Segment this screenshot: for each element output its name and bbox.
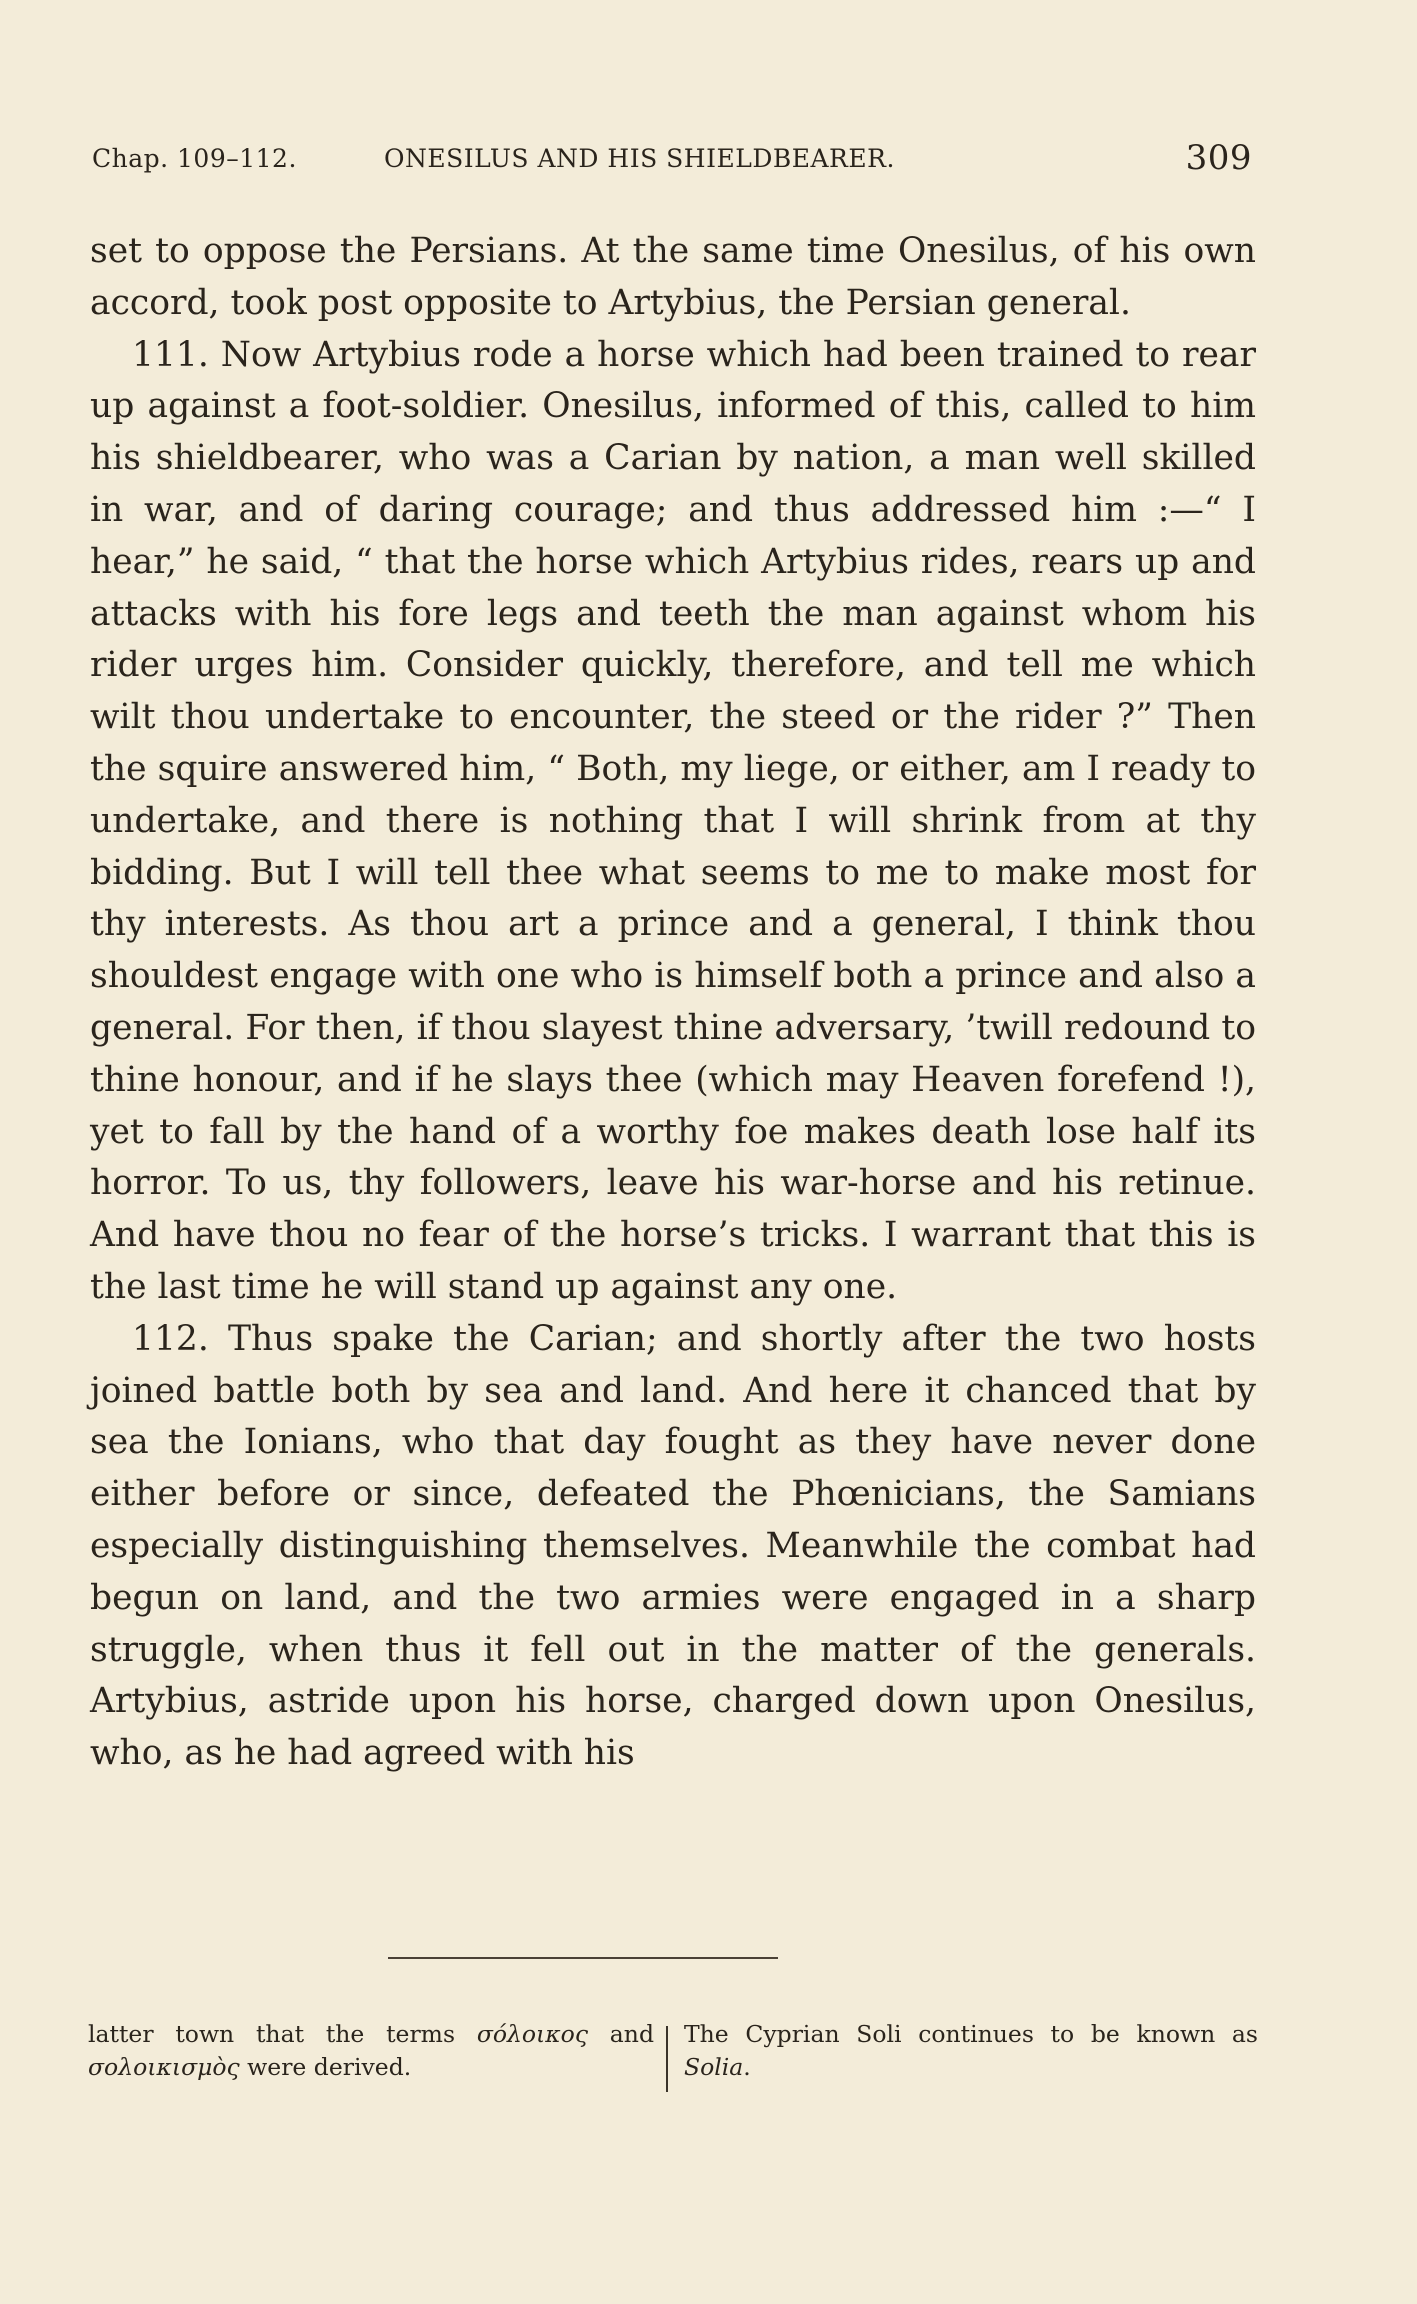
- footnote-rule: [388, 1957, 778, 1959]
- footnote-left-text-1: latter town that the terms: [88, 2020, 477, 2048]
- paragraph-continuation: set to oppose the Persians. At the same time Onesilus, of his own accord, took post opposite to Artybius, the Persian general.: [90, 231, 1256, 323]
- footnote-left-text-2: and: [588, 2020, 654, 2048]
- main-text: [90, 226, 1256, 1780]
- footnote-right-text-1: The Cyprian Soli continues to be known as: [684, 2020, 1258, 2048]
- running-head: [92, 138, 1252, 182]
- footnotes: [88, 2018, 1258, 2118]
- footnote-left-text-3: were derived.: [239, 2053, 412, 2081]
- paragraph-111: 111. Now Artybius rode a horse which had been trained to rear up against a foot-soldier. Onesilus, informed of this, called to him his shieldbearer, who was a Carian by nation, a man well skilled in war, and of daring courage; and thus addressed him :—“ I hear,” he said, “ that the horse which Artybius rides, rears up and attacks with his fore legs and teeth the man against whom his rider urges him. Consider quickly, therefore, and tell me which wilt thou undertake to encounter, the steed or the rider ?” Then the squire answered him, “ Both, my liege, or either, am I ready to undertake, and there is nothing that I will shrink from at thy bidding. But I will tell thee what seems to me to make most for thy interests. As thou art a prince and a general, I think thou shouldest engage with one who is himself both a prince and also a general. For then, if thou slayest thine adversary, ’twill redound to thine honour, and if he slays thee (which may Heaven forefend !), yet to fall by the hand of a worthy foe makes death lose half its horror. To us, thy followers, leave his war-horse and his retinue. And have thou no fear of the horse’s tricks. I warrant that this is the last time he will stand up against any one.: [90, 334, 1256, 1307]
- chapter-reference: Chap. 109–112.: [92, 144, 297, 173]
- footnote-right: [684, 2018, 1258, 2084]
- footnote-column-divider: [666, 2026, 668, 2092]
- paragraph-112: 112. Thus spake the Carian; and shortly after the two hosts joined battle both by sea and land. And here it chanced that by sea the Ionians, who that day fought as they have never done either before or since, defeated the Phœnicians, the Samians especially distinguishing themselves. Meanwhile the combat had begun on land, and the two armies were engaged in a sharp struggle, when thus it fell out in the matter of the generals. Artybius, astride upon his horse, charged down upon Onesilus, who, as he had agreed with his: [90, 1318, 1256, 1774]
- page-title: ONESILUS AND HIS SHIELDBEARER.: [384, 144, 895, 173]
- footnote-left: [88, 2018, 654, 2084]
- greek-term-soloikismos: σολοικισμὸς: [88, 2053, 240, 2081]
- greek-term-soloikos: σόλοικος: [476, 2020, 588, 2048]
- page-number: 309: [1185, 138, 1252, 178]
- footnote-right-italic: Solia: [684, 2053, 744, 2081]
- footnote-right-text-2: .: [743, 2053, 751, 2081]
